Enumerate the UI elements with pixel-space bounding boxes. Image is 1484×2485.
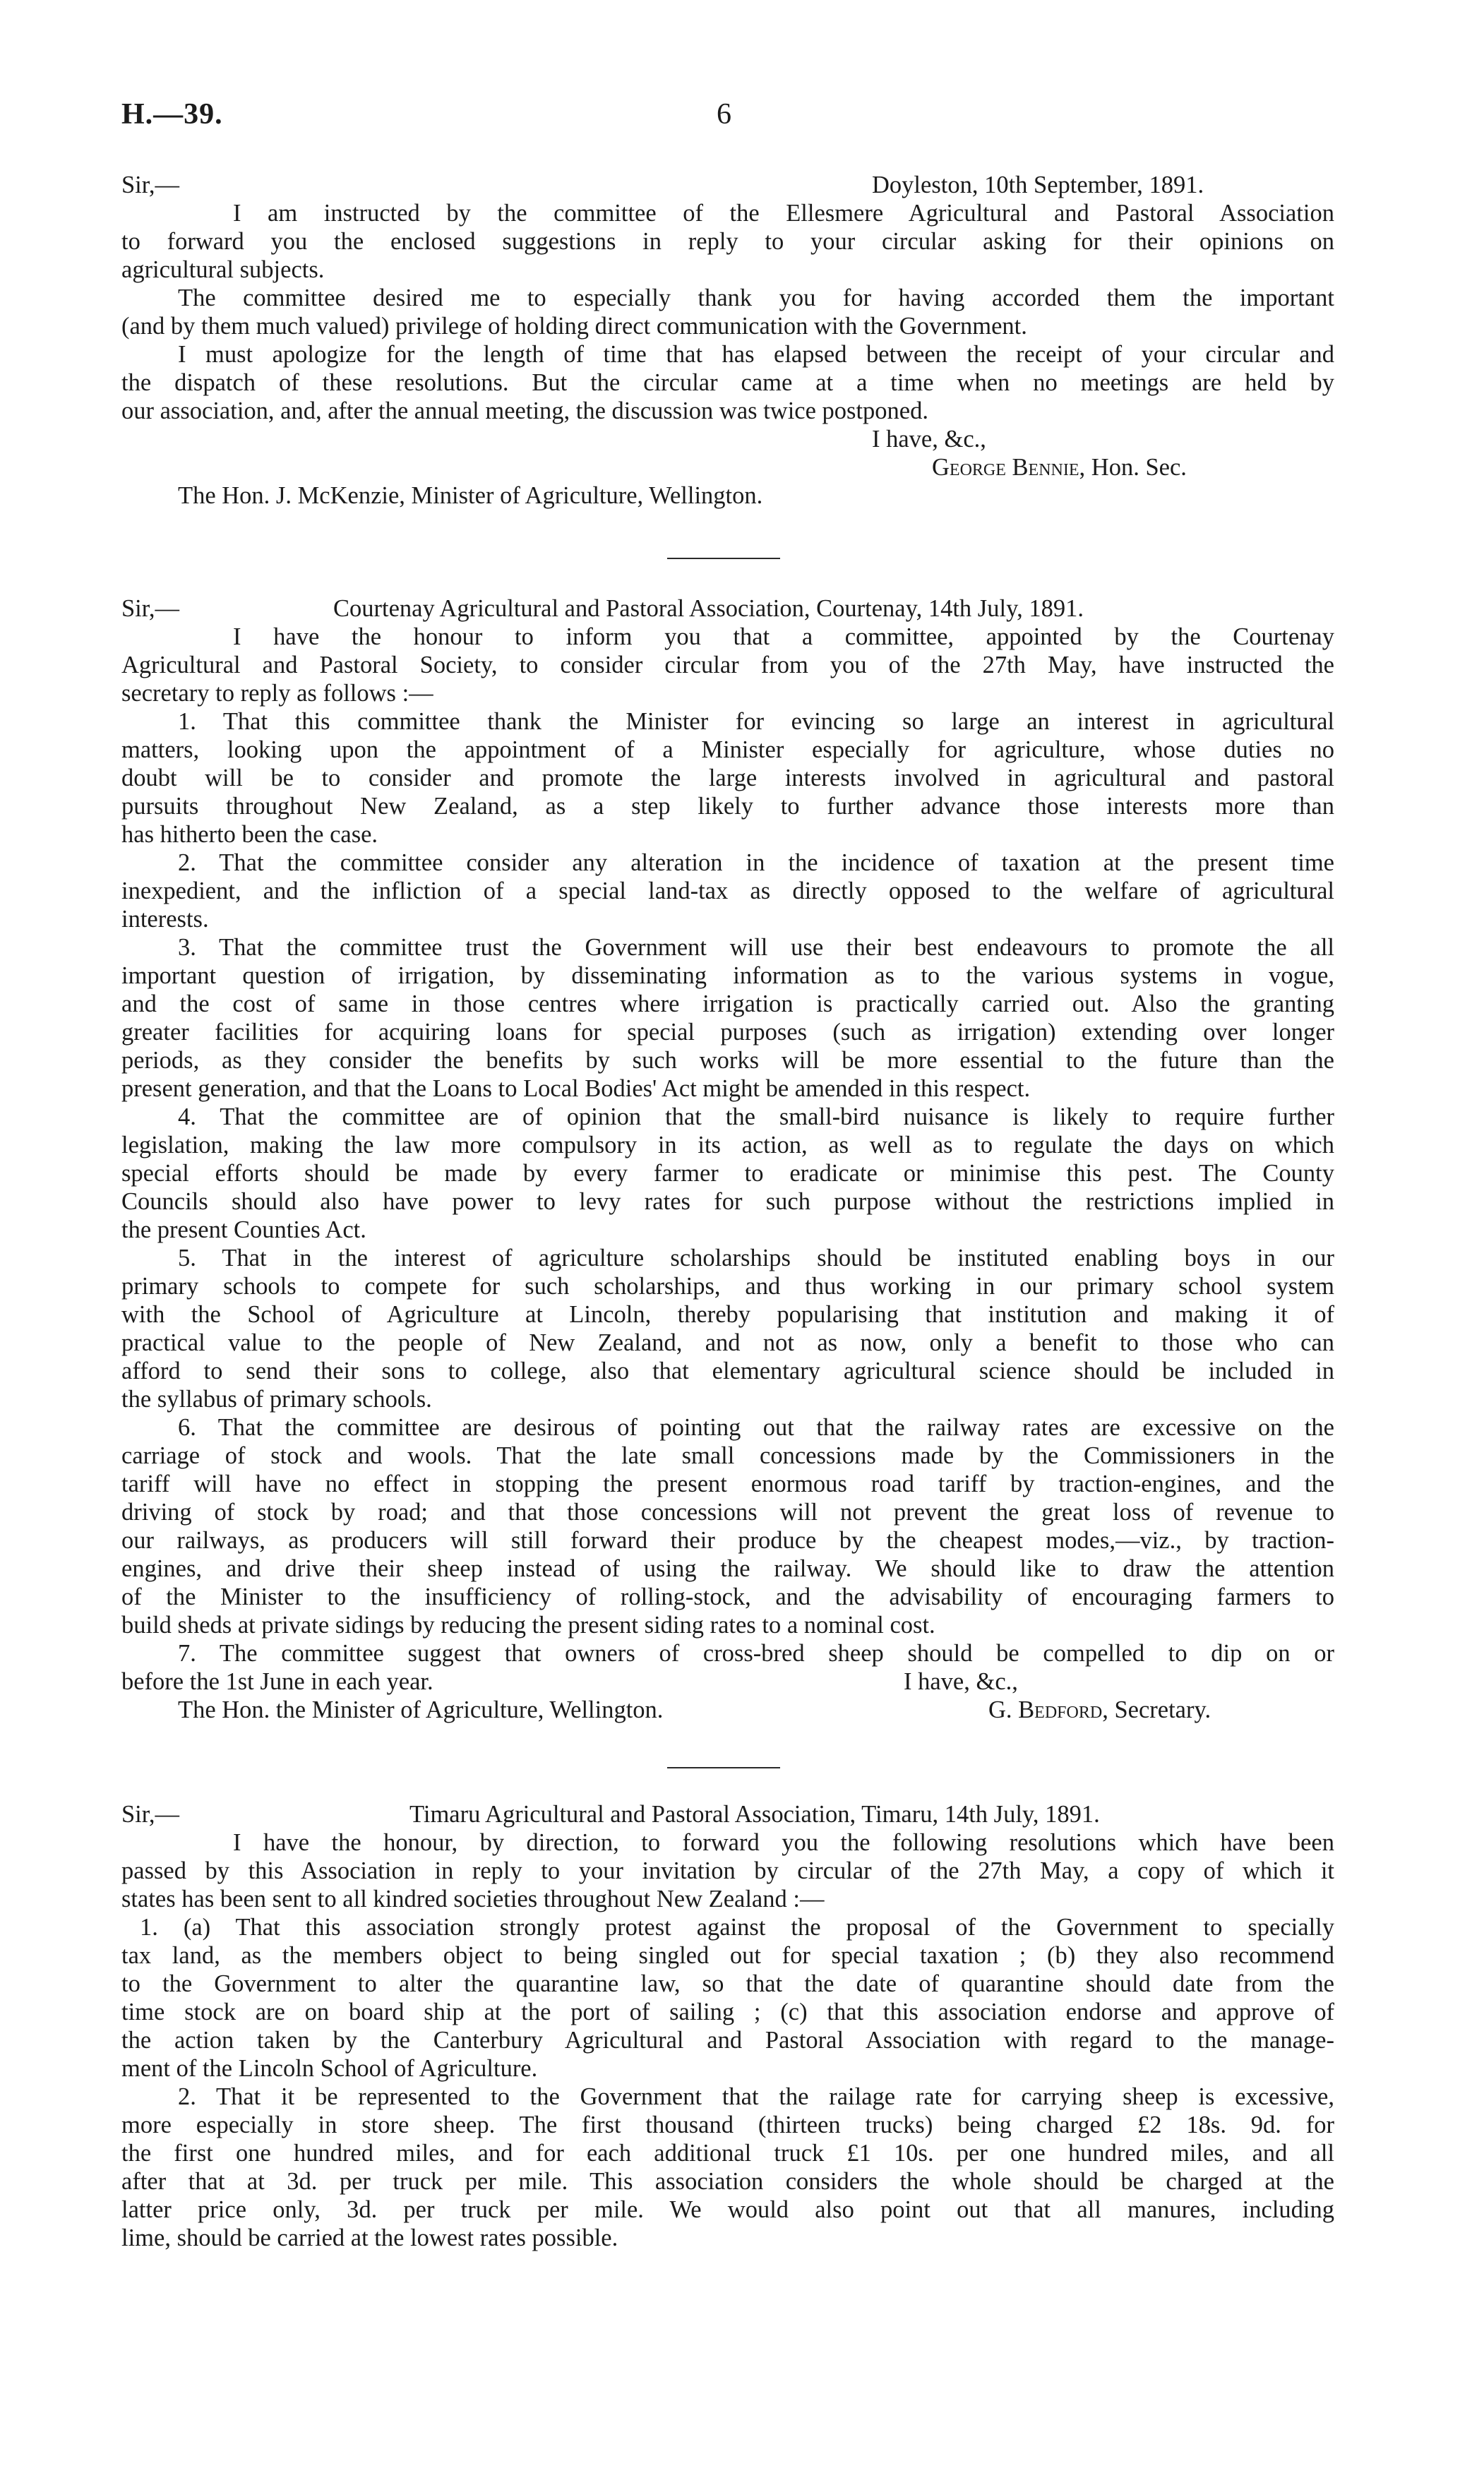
text-line: the dispatch of these resolutions. But the circular came at a time when no meetings are held by xyxy=(121,369,1334,396)
text-line: Councils should also have power to levy rates for such purpose without the restrictions implied in xyxy=(121,1188,1334,1215)
text-line: 5. That in the interest of agriculture scholarships should be instituted enabling boys in our xyxy=(178,1245,1334,1271)
text-line: periods, as they consider the benefits by such works will be more essential to the future than the xyxy=(121,1047,1334,1074)
text-line: 2. That it be represented to the Government that the railage rate for carrying sheep is excessive, xyxy=(178,2083,1334,2110)
signature xyxy=(932,453,1187,481)
text-line: the action taken by the Canterbury Agricultural and Pastoral Association with regard to the manage- xyxy=(121,2027,1334,2054)
text-line: practical value to the people of New Zealand, and not as now, only a benefit to those who can xyxy=(121,1329,1334,1356)
salutation: Sir,— xyxy=(121,1801,180,1828)
text-line: more especially in store sheep. The first thousand (thirteen trucks) being charged £2 18s. 9d. for xyxy=(121,2112,1334,2138)
text-line: I must apologize for the length of time that has elapsed between the receipt of your circular and xyxy=(178,341,1334,368)
text-line: interests. xyxy=(121,906,209,933)
salutation: Sir,— xyxy=(121,172,180,198)
text-line: secretary to reply as follows :— xyxy=(121,680,433,707)
text-line: driving of stock by road; and that those concessions will not prevent the great loss of revenue to xyxy=(121,1499,1334,1526)
text-line: states has been sent to all kindred societies throughout New Zealand :— xyxy=(121,1886,825,1912)
text-line: our railways, as producers will still forward their produce by the cheapest modes,—viz., by traction- xyxy=(121,1527,1334,1554)
page-reference: H.—39. xyxy=(121,98,223,131)
text-line: I am instructed by the committee of the Ellesmere Agricultural and Pastoral Association xyxy=(233,200,1334,227)
text-line: to the Government to alter the quarantine law, so that the date of quarantine should date from the xyxy=(121,1970,1334,1997)
text-line: tax land, as the members object to being singled out for special taxation ; (b) they also recommend xyxy=(121,1942,1334,1969)
text-line: ment of the Lincoln School of Agriculture. xyxy=(121,2055,538,2082)
text-line: the syllabus of primary schools. xyxy=(121,1386,432,1413)
place-date: Timaru Agricultural and Pastoral Association, Timaru, 14th July, 1891. xyxy=(409,1801,1100,1828)
text-line: (and by them much valued) privilege of holding direct communication with the Government. xyxy=(121,313,1027,340)
text-line: I have the honour, by direction, to forward you the following resolutions which have been xyxy=(233,1829,1334,1856)
signature-title: Hon. Sec. xyxy=(1091,454,1187,481)
text-line: engines, and drive their sheep instead of using the railway. We should like to draw the attention xyxy=(121,1555,1334,1582)
text-line: 1. (a) That this association strongly protest against the proposal of the Government to specially xyxy=(140,1914,1334,1941)
text-line: time stock are on board ship at the port of sailing ; (c) that this association endorse and approve of xyxy=(121,1999,1334,2025)
closing: I have, &c., xyxy=(872,426,986,453)
text-line: matters, looking upon the appointment of a Minister especially for agriculture, whose duties no xyxy=(121,736,1334,763)
text-line: 6. That the committee are desirous of pointing out that the railway rates are excessive on the xyxy=(178,1414,1334,1441)
text-line: 3. That the committee trust the Government will use their best endeavours to promote the all xyxy=(178,934,1334,961)
signature-title: Secretary. xyxy=(1114,1696,1211,1723)
text-line: after that at 3d. per truck per mile. This association considers the whole should be charged at the xyxy=(121,2168,1334,2195)
closing: I have, &c., xyxy=(904,1668,1018,1695)
text-line: 4. That the committee are of opinion that the small-bird nuisance is likely to require further xyxy=(178,1103,1334,1130)
text-line: Agricultural and Pastoral Society, to consider circular from you of the 27th May, have instructed the xyxy=(121,652,1334,678)
text-line: our association, and, after the annual meeting, the discussion was twice postponed. xyxy=(121,397,928,424)
text-line: to forward you the enclosed suggestions in reply to your circular asking for their opinions on xyxy=(121,228,1334,255)
text-line: doubt will be to consider and promote the large interests involved in agricultural and pastoral xyxy=(121,765,1334,791)
signature xyxy=(988,1696,1211,1724)
text-line: has hitherto been the case. xyxy=(121,821,378,848)
text-line: important question of irrigation, by disseminating information as to the various systems in vogue, xyxy=(121,962,1334,989)
place-date: Doyleston, 10th September, 1891. xyxy=(872,172,1204,198)
text-line: 7. The committee suggest that owners of cross-bred sheep should be compelled to dip on or xyxy=(178,1640,1334,1667)
text-line: greater facilities for acquiring loans for special purposes (such as irrigation) extending over longer xyxy=(121,1019,1334,1046)
text-line: the first one hundred miles, and for each additional truck £1 10s. per one hundred miles, and all xyxy=(121,2140,1334,2167)
text-line: of the Minister to the insufficiency of rolling-stock, and the advisability of encouraging farmers to xyxy=(121,1583,1334,1610)
text-line: primary schools to compete for such scholarships, and thus working in our primary school system xyxy=(121,1273,1334,1300)
text-line: the present Counties Act. xyxy=(121,1216,366,1243)
addressee: The Hon. J. McKenzie, Minister of Agriculture, Wellington. xyxy=(178,482,763,509)
text-line: and the cost of same in those centres where irrigation is practically carried out. Also the granting xyxy=(121,990,1334,1017)
text-line: 2. That the committee consider any alteration in the incidence of taxation at the present time xyxy=(178,849,1334,876)
section-divider xyxy=(667,558,780,559)
text-line: special efforts should be made by every farmer to eradicate or minimise this pest. The County xyxy=(121,1160,1334,1187)
text-line: The committee desired me to especially thank you for having accorded them the important xyxy=(178,285,1334,311)
text-line: passed by this Association in reply to your invitation by circular of the 27th May, a copy of which it xyxy=(121,1857,1334,1884)
text-line: I have the honour to inform you that a committee, appointed by the Courtenay xyxy=(233,623,1334,650)
place-date: Courtenay Agricultural and Pastoral Association, Courtenay, 14th July, 1891. xyxy=(333,595,1084,622)
text-line: legislation, making the law more compulsory in its action, as well as to regulate the days on which xyxy=(121,1132,1334,1158)
text-line: pursuits throughout New Zealand, as a step likely to further advance those interests more than xyxy=(121,793,1334,820)
signature-name: George Bennie, xyxy=(932,454,1086,481)
text-line: afford to send their sons to college, also that elementary agricultural science should be included in xyxy=(121,1358,1334,1384)
page-number: 6 xyxy=(717,98,731,131)
text-line: present generation, and that the Loans to Local Bodies' Act might be amended in this respect. xyxy=(121,1075,1031,1102)
text-line: 1. That this committee thank the Minister for evincing so large an interest in agricultural xyxy=(178,708,1334,735)
signature-name: G. Bedford, xyxy=(988,1696,1108,1723)
text-line: before the 1st June in each year. xyxy=(121,1668,433,1695)
text-line: build sheds at private sidings by reducing the present siding rates to a nominal cost. xyxy=(121,1612,935,1639)
text-line: latter price only, 3d. per truck per mile. We would also point out that all manures, including xyxy=(121,2196,1334,2223)
text-line: inexpedient, and the infliction of a special land-tax as directly opposed to the welfare of agricultural xyxy=(121,878,1334,904)
text-line: agricultural subjects. xyxy=(121,256,325,283)
text-line: lime, should be carried at the lowest rates possible. xyxy=(121,2224,618,2251)
addressee: The Hon. the Minister of Agriculture, Wellington. xyxy=(178,1696,664,1723)
salutation: Sir,— xyxy=(121,595,180,622)
section-divider xyxy=(667,1767,780,1768)
text-line: tariff will have no effect in stopping the present enormous road tariff by traction-engines, and the xyxy=(121,1471,1334,1497)
text-line: carriage of stock and wools. That the late small concessions made by the Commissioners in the xyxy=(121,1442,1334,1469)
text-line: with the School of Agriculture at Lincoln, thereby popularising that institution and making it of xyxy=(121,1301,1334,1328)
